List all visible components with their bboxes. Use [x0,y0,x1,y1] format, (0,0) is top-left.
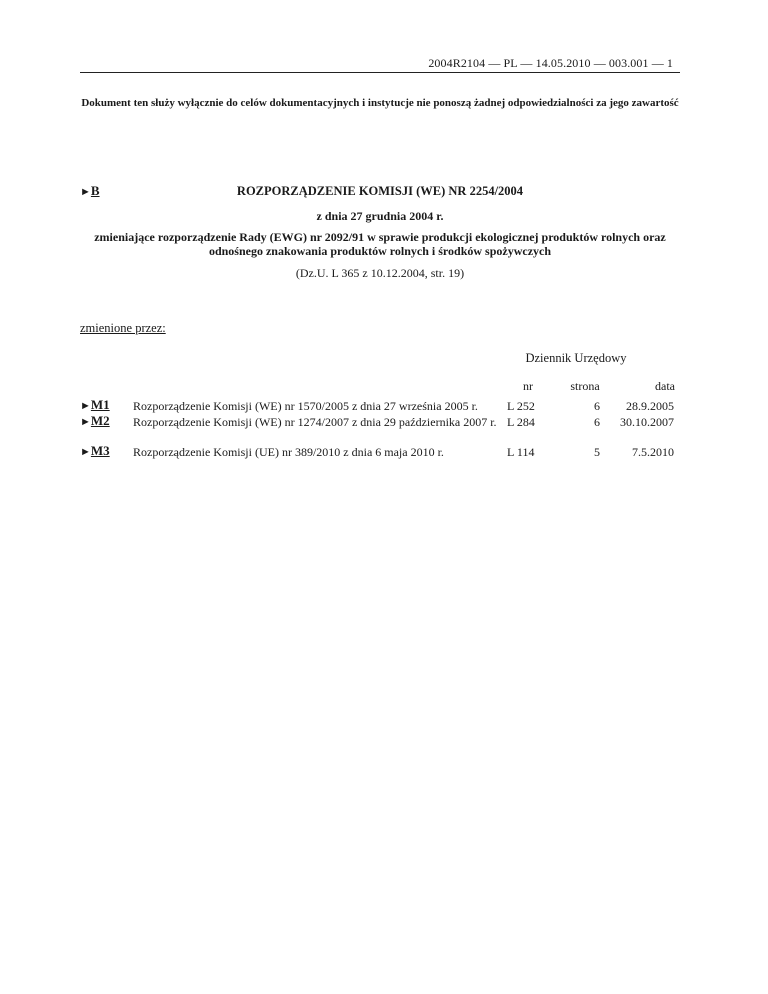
amended-by-label: zmienione przez: [80,321,166,335]
amendment-journal-nr: L 252 [507,399,535,413]
disclaimer: Dokument ten służy wyłącznie do celów dokumentacyjnych i instytucje nie ponoszą żadnej odpowiedzialności za jego zawartość [81,97,679,109]
amendment-date: 28.9.2005 [626,399,674,413]
regulation-title: ROZPORZĄDZENIE KOMISJI (WE) NR 2254/2004 [236,184,524,198]
amendment-journal-nr: L 284 [507,415,535,429]
regulation-date: z dnia 27 grudnia 2004 r. [316,209,444,223]
amendment-code[interactable]: M2 [90,413,110,428]
journal-citation: (Dz.U. L 365 z 10.12.2004, str. 19) [295,266,465,280]
amendment-date: 30.10.2007 [620,415,674,429]
arrow-right-icon: ► [80,400,91,412]
journal-heading: Dziennik Urzędowy [525,351,627,365]
amendment-code[interactable]: M3 [90,443,110,458]
column-header-data: data [655,379,675,393]
header-divider [80,72,680,73]
amendment-page: 6 [594,415,600,429]
column-header-strona: strona [570,379,600,393]
amendment-journal-nr: L 114 [507,445,535,459]
column-header-nr: nr [523,379,533,393]
base-marker-code[interactable]: B [90,183,100,198]
amendment-marker[interactable] [80,444,110,459]
amendment-title: Rozporządzenie Komisji (WE) nr 1274/2007 z dnia 29 października 2007 r. [133,415,497,429]
amendment-date: 7.5.2010 [632,445,674,459]
amendment-title: Rozporządzenie Komisji (UE) nr 389/2010 z dnia 6 maja 2010 r. [133,445,444,459]
regulation-description: zmieniające rozporządzenie Rady (EWG) nr 2092/91 w sprawie produkcji ekologicznej produktów rolnych oraz odnośnego znakowania produktów rolnych i środków spożywczych [94,230,666,258]
arrow-right-icon: ► [80,186,91,198]
arrow-right-icon: ► [80,416,91,428]
amendment-title: Rozporządzenie Komisji (WE) nr 1570/2005 z dnia 27 września 2005 r. [133,399,478,413]
arrow-right-icon: ► [80,446,91,458]
amendment-code[interactable]: M1 [90,397,110,412]
amendment-marker[interactable] [80,398,110,413]
amendment-page: 6 [594,399,600,413]
amendment-page: 5 [594,445,600,459]
amendment-marker[interactable] [80,414,110,429]
document-reference: 2004R2104 — PL — 14.05.2010 — 003.001 — 1 [428,56,673,70]
